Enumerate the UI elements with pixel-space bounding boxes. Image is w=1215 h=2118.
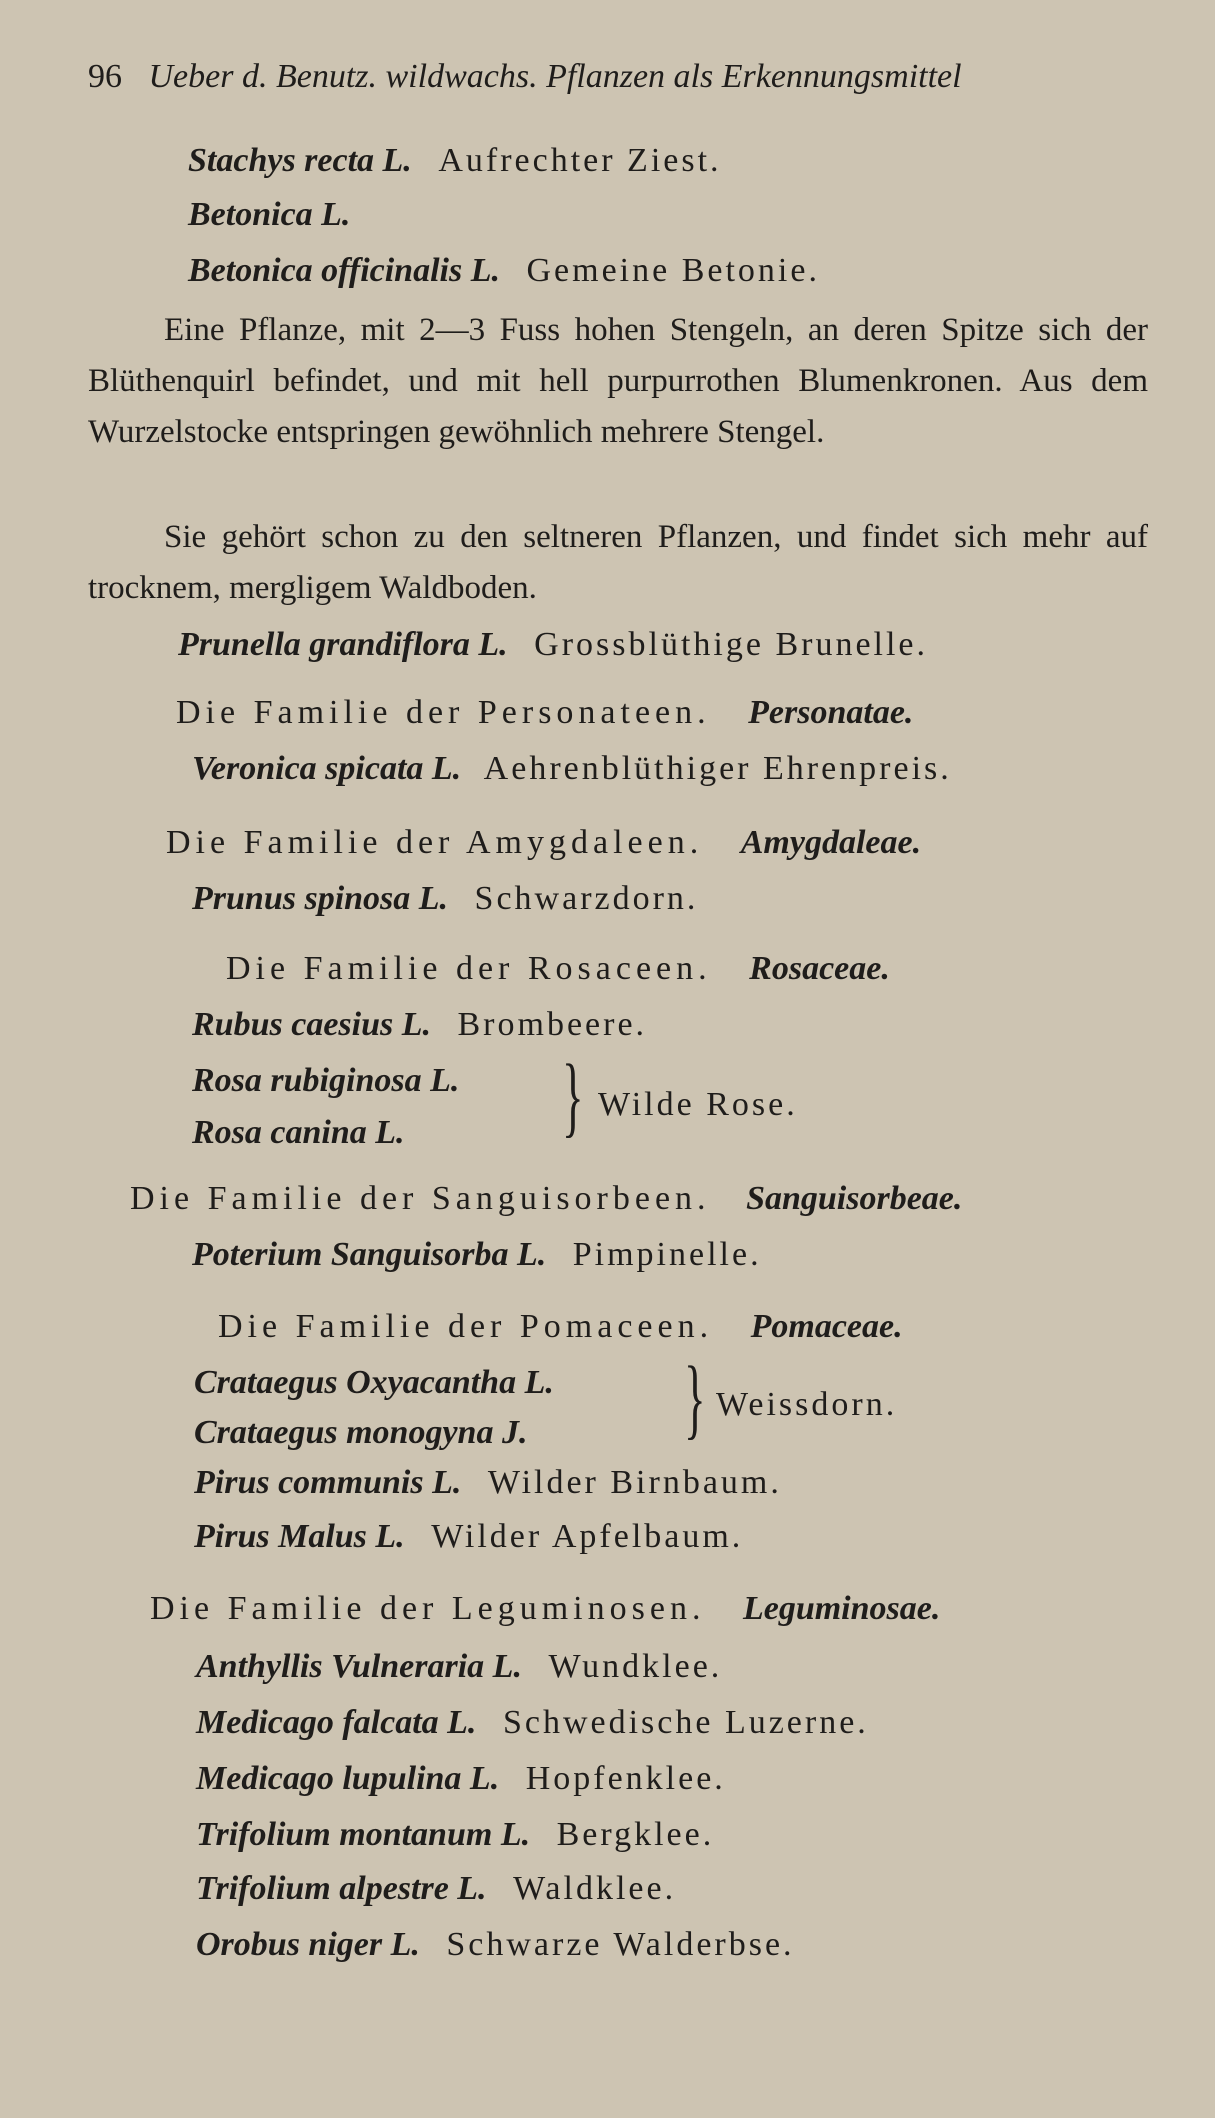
entry-stachys xyxy=(188,142,722,180)
latin-name: Trifolium montanum L. xyxy=(196,1816,531,1853)
common-name: Hopfenklee. xyxy=(525,1760,726,1797)
entry-trifolium-alpestre xyxy=(196,1870,676,1908)
grouping-brace: } xyxy=(684,1349,706,1448)
common-name-rosa: Wilde Rose. xyxy=(598,1086,798,1123)
family-heading-leguminosae xyxy=(150,1590,940,1628)
entry-prunella xyxy=(178,626,928,664)
entry-poterium xyxy=(192,1236,762,1274)
latin-name: Stachys recta L. xyxy=(188,142,412,179)
entry-betonica-genus xyxy=(188,196,350,234)
common-name: Aehrenblüthiger Ehrenpreis. xyxy=(483,750,952,787)
latin-name: Crataegus monogyna J. xyxy=(194,1414,528,1451)
running-header xyxy=(88,58,1128,96)
entry-veronica xyxy=(192,750,952,788)
common-name: Brombeere. xyxy=(457,1006,648,1043)
common-name: Bergklee. xyxy=(556,1816,715,1853)
family-german: Die Familie der Sanguisorbeen. xyxy=(130,1180,711,1217)
family-german: Die Familie der Amygdaleen. xyxy=(166,824,704,861)
common-name: Schwarze Walderbse. xyxy=(446,1926,795,1963)
entry-anthyllis xyxy=(196,1648,722,1686)
family-latin: Rosaceae. xyxy=(749,950,890,987)
running-title: Ueber d. Benutz. wildwachs. Pflanzen als Erkennungsmittel xyxy=(148,58,962,95)
latin-name: Prunella grandiflora L. xyxy=(178,626,508,663)
family-heading-amygdaleae xyxy=(166,824,921,862)
entry-medicago-lupulina xyxy=(196,1760,726,1798)
common-name: Aufrechter Ziest. xyxy=(438,142,722,179)
latin-name: Rubus caesius L. xyxy=(192,1006,431,1043)
latin-name: Anthyllis Vulneraria L. xyxy=(196,1648,522,1685)
entry-prunus xyxy=(192,880,698,918)
family-latin: Personatae. xyxy=(748,694,914,731)
latin-name: Betonica officinalis L. xyxy=(188,252,500,289)
family-heading-pomaceae xyxy=(218,1308,903,1346)
entry-trifolium-montanum xyxy=(196,1816,714,1854)
common-name-crataegus: Weissdorn. xyxy=(716,1386,898,1423)
common-name: Schwarzdorn. xyxy=(474,880,699,917)
common-name: Wundklee. xyxy=(548,1648,723,1685)
common-name: Schwedische Luzerne. xyxy=(502,1704,869,1741)
latin-name: Medicago falcata L. xyxy=(196,1704,477,1741)
family-heading-sanguisorbeae xyxy=(130,1180,962,1218)
entry-crataegus-oxyacantha xyxy=(194,1364,554,1402)
common-name: Pimpinelle. xyxy=(572,1236,762,1273)
description-paragraph: Eine Pflanze, mit 2—3 Fuss hohen Stengeln, an deren Spitze sich der Blüthenquirl befindet, und mit hell purpurrothen Blumenkronen. Aus dem Wurzelstocke entspringen gewöhnlich mehrere Stengel. xyxy=(88,312,1148,450)
family-german: Die Familie der Leguminosen. xyxy=(150,1590,706,1627)
latin-name: Rosa canina L. xyxy=(192,1114,405,1151)
entry-pirus-communis xyxy=(194,1464,782,1502)
family-german: Die Familie der Personateen. xyxy=(176,694,711,731)
family-latin: Pomaceae. xyxy=(750,1308,903,1345)
latin-name: Trifolium alpestre L. xyxy=(196,1870,487,1907)
latin-name: Orobus niger L. xyxy=(196,1926,420,1963)
entry-rubus xyxy=(192,1006,647,1044)
latin-name: Veronica spicata L. xyxy=(192,750,462,787)
family-german: Die Familie der Pomaceen. xyxy=(218,1308,714,1345)
family-latin: Leguminosae. xyxy=(742,1590,941,1627)
latin-name: Prunus spinosa L. xyxy=(192,880,449,917)
entry-rosa-rubiginosa xyxy=(192,1062,459,1100)
habitat-paragraph: Sie gehört schon zu den seltneren Pflanzen, und findet sich mehr auf trocknem, mergligem Waldboden. xyxy=(88,519,1148,606)
common-name: Wilder Birnbaum. xyxy=(487,1464,782,1501)
common-name: Wilder Apfelbaum. xyxy=(431,1518,744,1555)
latin-name: Rosa rubiginosa L. xyxy=(192,1062,460,1099)
latin-name: Crataegus Oxyacantha L. xyxy=(194,1364,554,1401)
family-latin: Amygdaleae. xyxy=(740,824,922,861)
entry-crataegus-monogyna xyxy=(194,1414,527,1452)
latin-name: Pirus communis L. xyxy=(194,1464,462,1501)
entry-pirus-malus xyxy=(194,1518,743,1556)
common-name: Grossblüthige Brunelle. xyxy=(534,626,929,663)
family-german: Die Familie der Rosaceen. xyxy=(226,950,712,987)
latin-name: Medicago lupulina L. xyxy=(196,1760,500,1797)
entry-medicago-falcata xyxy=(196,1704,869,1742)
entry-rosa-canina xyxy=(192,1114,405,1152)
latin-name: Pirus Malus L. xyxy=(194,1518,405,1555)
latin-name: Poterium Sanguisorba L. xyxy=(192,1236,547,1273)
common-name: Gemeine Betonie. xyxy=(526,252,820,289)
family-heading-personatae xyxy=(176,694,913,732)
latin-name: Betonica L. xyxy=(188,196,351,233)
common-name: Waldklee. xyxy=(513,1870,677,1907)
page-number: 96 xyxy=(88,58,122,95)
family-heading-rosaceae xyxy=(226,950,890,988)
family-latin: Sanguisorbeae. xyxy=(746,1180,963,1217)
entry-betonica xyxy=(188,252,820,290)
entry-orobus xyxy=(196,1926,795,1964)
grouping-brace: } xyxy=(562,1047,584,1146)
